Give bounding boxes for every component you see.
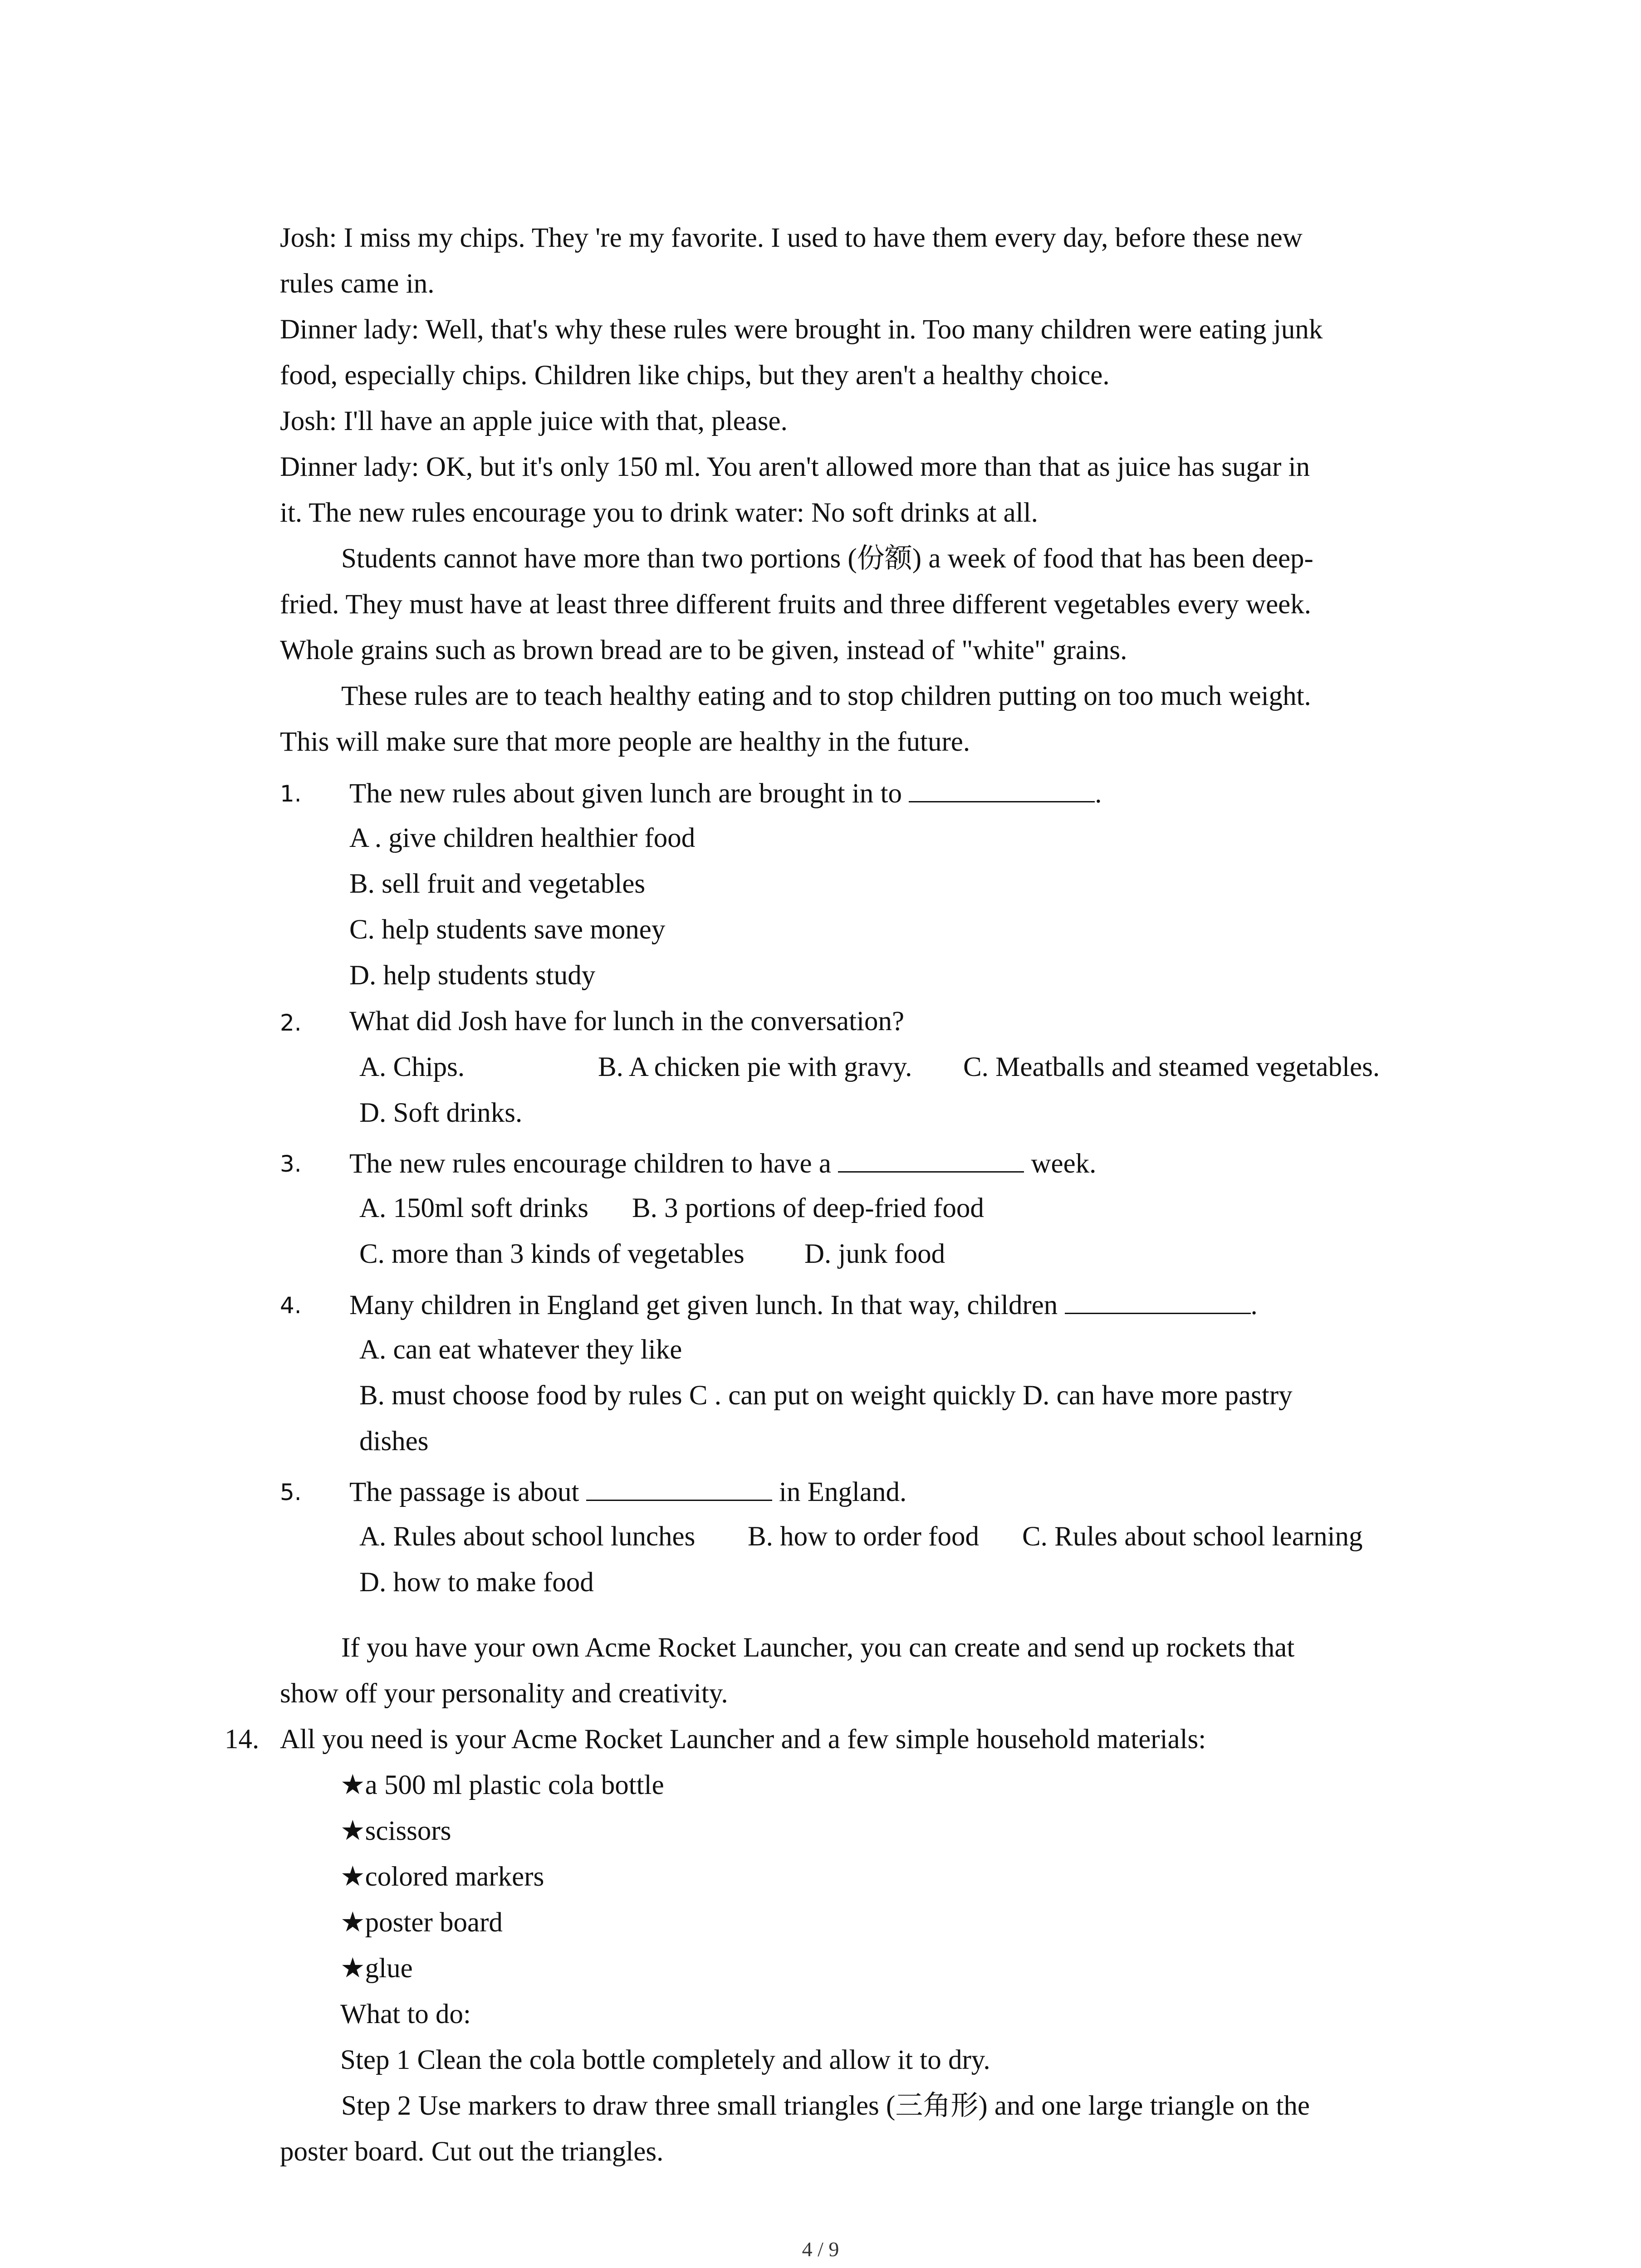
question-stem: Many children in England get given lunch. In that way, children . bbox=[349, 1281, 1258, 1328]
material-item: ★glue bbox=[340, 1953, 413, 1984]
option-b-c-d: B. must choose food by rules C . can put on weight quickly D. can have more pastry bbox=[359, 1380, 1293, 1411]
materials-heading: All you need is your Acme Rocket Launcher and a few simple household materials: bbox=[280, 1724, 1206, 1755]
paragraph-line: poster board. Cut out the triangles. bbox=[280, 2136, 664, 2167]
paragraph-line: This will make sure that more people are healthy in the future. bbox=[280, 727, 970, 757]
option-a: A. Chips. bbox=[359, 1052, 465, 1082]
answer-blank bbox=[586, 1468, 772, 1501]
material-item: ★colored markers bbox=[340, 1862, 544, 1892]
dialogue-line: it. The new rules encourage you to drink water: No soft drinks at all. bbox=[280, 498, 1038, 528]
question-number: 2. bbox=[280, 1010, 302, 1036]
step-1: Step 1 Clean the cola bottle completely and allow it to dry. bbox=[340, 2045, 990, 2075]
dialogue-line: Dinner lady: OK, but it's only 150 ml. You aren't allowed more than that as juice has sugar in bbox=[280, 452, 1310, 482]
paragraph-rules-purpose bbox=[280, 673, 1437, 765]
what-to-do-heading: What to do: bbox=[340, 1999, 471, 2029]
question-number: 1. bbox=[280, 781, 302, 807]
material-item: ★poster board bbox=[340, 1907, 503, 1938]
option-d: D. how to make food bbox=[359, 1567, 594, 1598]
page-number: 4 / 9 bbox=[802, 2238, 839, 2261]
option-c: C. Meatballs and steamed vegetables. bbox=[963, 1052, 1380, 1082]
option-d: D. help students study bbox=[349, 960, 596, 991]
paragraph-portions bbox=[280, 536, 1437, 673]
option-c: C. help students save money bbox=[349, 914, 666, 945]
paragraph-line: Step 2 Use markers to draw three small triangles (三角形) and one large triangle on the bbox=[341, 2091, 1310, 2121]
dialogue-line: food, especially chips. Children like chips, but they aren't a healthy choice. bbox=[280, 360, 1110, 391]
answer-blank bbox=[1065, 1281, 1251, 1314]
option-a: A. 150ml soft drinks bbox=[359, 1193, 588, 1223]
question-number: 5. bbox=[280, 1479, 302, 1505]
option-c: C. Rules about school learning bbox=[1022, 1521, 1363, 1552]
option-a: A. can eat whatever they like bbox=[359, 1334, 682, 1365]
paragraph-line: fried. They must have at least three different fruits and three different vegetables every week. bbox=[280, 589, 1311, 620]
question-number-14: 14. bbox=[225, 1724, 260, 1755]
rocket-intro bbox=[280, 1625, 1437, 1716]
dialogue-line: Josh: I'll have an apple juice with that, please. bbox=[280, 406, 788, 436]
option-d: D. junk food bbox=[804, 1239, 945, 1269]
paragraph-line: Students cannot have more than two portions (份额) a week of food that has been deep- bbox=[341, 543, 1313, 574]
material-item: ★scissors bbox=[340, 1816, 451, 1846]
dialogue-block bbox=[280, 215, 1437, 536]
question-stem: What did Josh have for lunch in the conversation? bbox=[349, 1006, 905, 1036]
option-a: A . give children healthier food bbox=[349, 823, 696, 853]
question-stem: The new rules encourage children to have a week. bbox=[349, 1139, 1096, 1187]
paragraph-line: These rules are to teach healthy eating and to stop children putting on too much weight. bbox=[341, 681, 1311, 711]
option-b: B. sell fruit and vegetables bbox=[349, 869, 646, 899]
dialogue-line: rules came in. bbox=[280, 269, 435, 299]
question-stem: The passage is about in England. bbox=[349, 1468, 906, 1515]
paragraph-line: If you have your own Acme Rocket Launcher, you can create and send up rockets that bbox=[341, 1633, 1295, 1663]
paragraph-line: show off your personality and creativity. bbox=[280, 1678, 728, 1709]
paragraph-line: Whole grains such as brown bread are to be given, instead of "white" grains. bbox=[280, 635, 1127, 665]
question-stem: The new rules about given lunch are brought in to . bbox=[349, 769, 1102, 816]
material-item: ★a 500 ml plastic cola bottle bbox=[340, 1770, 664, 1800]
answer-blank bbox=[838, 1139, 1024, 1173]
option-a: A. Rules about school lunches bbox=[359, 1521, 696, 1552]
option-d: D. Soft drinks. bbox=[359, 1098, 523, 1128]
dialogue-line: Dinner lady: Well, that's why these rules were brought in. Too many children were eating junk bbox=[280, 314, 1323, 345]
option-b: B. A chicken pie with gravy. bbox=[598, 1052, 912, 1082]
option-b: B. 3 portions of deep-fried food bbox=[632, 1193, 984, 1223]
option-c: C. more than 3 kinds of vegetables bbox=[359, 1239, 745, 1269]
option-d-continued: dishes bbox=[359, 1426, 429, 1457]
answer-blank bbox=[909, 769, 1095, 802]
step-2 bbox=[280, 2083, 1437, 2175]
option-b: B. how to order food bbox=[748, 1521, 979, 1552]
question-number: 4. bbox=[280, 1292, 302, 1319]
question-number: 3. bbox=[280, 1151, 302, 1177]
dialogue-line: Josh: I miss my chips. They 're my favorite. I used to have them every day, before these new bbox=[280, 223, 1303, 253]
